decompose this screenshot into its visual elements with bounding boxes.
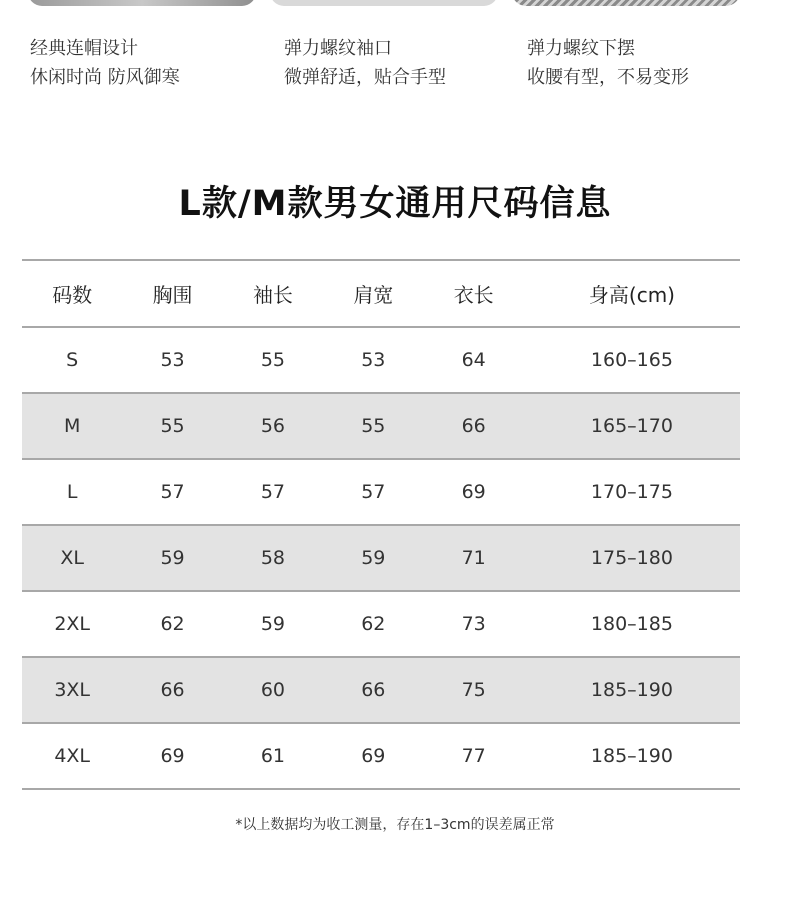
table-row [22,525,740,591]
feature-title: 弹力螺纹袖口 [284,38,392,59]
table-row [22,723,740,789]
cell-shoulder: 59 [361,547,386,569]
cell-sleeve: 57 [260,481,286,503]
cell-sleeve: 55 [260,349,286,371]
cell-sleeve: 60 [260,679,286,701]
cell-length: 66 [461,415,486,437]
table-row [22,591,740,657]
feature-desc: 收腰有型，不易变形 [527,67,689,88]
cell-shoulder: 55 [361,415,386,437]
cell-shoulder: 66 [361,679,386,701]
cell-height: 170–175 [590,481,673,503]
hem-detail-image [512,0,740,6]
cell-size: 4XL [54,745,91,767]
cell-size: L [66,481,78,503]
cell-height: 160–165 [590,349,673,371]
cell-length: 75 [461,679,486,701]
cell-size: S [66,349,79,371]
cell-size: M [63,415,81,437]
product-detail-thumbnails [0,0,790,8]
size-chart-title: L款/M款男女通用尺码信息 [178,184,612,224]
cell-shoulder: 62 [361,613,386,635]
cell-length: 77 [461,745,486,767]
feature-title: 经典连帽设计 [30,38,138,59]
table-row [22,657,740,723]
cell-sleeve: 61 [260,745,286,767]
cell-sleeve: 59 [260,613,286,635]
cell-sleeve: 56 [260,415,286,437]
cell-length: 64 [461,349,486,371]
cell-chest: 57 [160,481,185,503]
cell-length: 69 [461,481,486,503]
cell-chest: 55 [160,415,185,437]
feature-desc: 微弹舒适，贴合手型 [284,67,446,88]
feature-hem [527,34,689,92]
hood-detail-image [28,0,256,6]
cell-shoulder: 57 [361,481,386,503]
header-size: 码数 [52,283,93,307]
table-row [22,327,740,393]
cell-sleeve: 58 [260,547,286,569]
table-header-row [22,260,740,327]
header-garment-length: 衣长 [453,283,494,307]
cell-shoulder: 53 [361,349,386,371]
cell-chest: 66 [160,679,185,701]
cell-height: 185–190 [590,745,673,767]
cuff-detail-image [270,0,498,6]
cell-chest: 53 [160,349,185,371]
cell-height: 165–170 [590,415,673,437]
cell-height: 185–190 [590,679,673,701]
cell-chest: 62 [160,613,185,635]
cell-height: 175–180 [590,547,673,569]
cell-size: 3XL [54,679,91,701]
table-row [22,459,740,525]
feature-hood [30,34,180,92]
cell-size: XL [60,547,84,569]
feature-title: 弹力螺纹下摆 [527,38,635,59]
cell-chest: 59 [160,547,185,569]
table-row [22,393,740,459]
header-sleeve-length: 袖长 [252,283,293,307]
measurement-note: *以上数据均为收工测量，存在1–3cm的误差属正常 [235,817,555,833]
cell-size: 2XL [54,613,91,635]
header-shoulder-width: 肩宽 [353,283,394,307]
cell-chest: 69 [160,745,185,767]
header-height: 身高(cm) [588,283,675,307]
cell-shoulder: 69 [361,745,386,767]
header-chest: 胸围 [152,283,193,307]
size-chart-table [22,259,740,790]
feature-cuff [284,34,446,92]
cell-length: 73 [461,613,486,635]
cell-length: 71 [461,547,486,569]
cell-height: 180–185 [590,613,673,635]
feature-desc: 休闲时尚 防风御寒 [30,67,180,88]
